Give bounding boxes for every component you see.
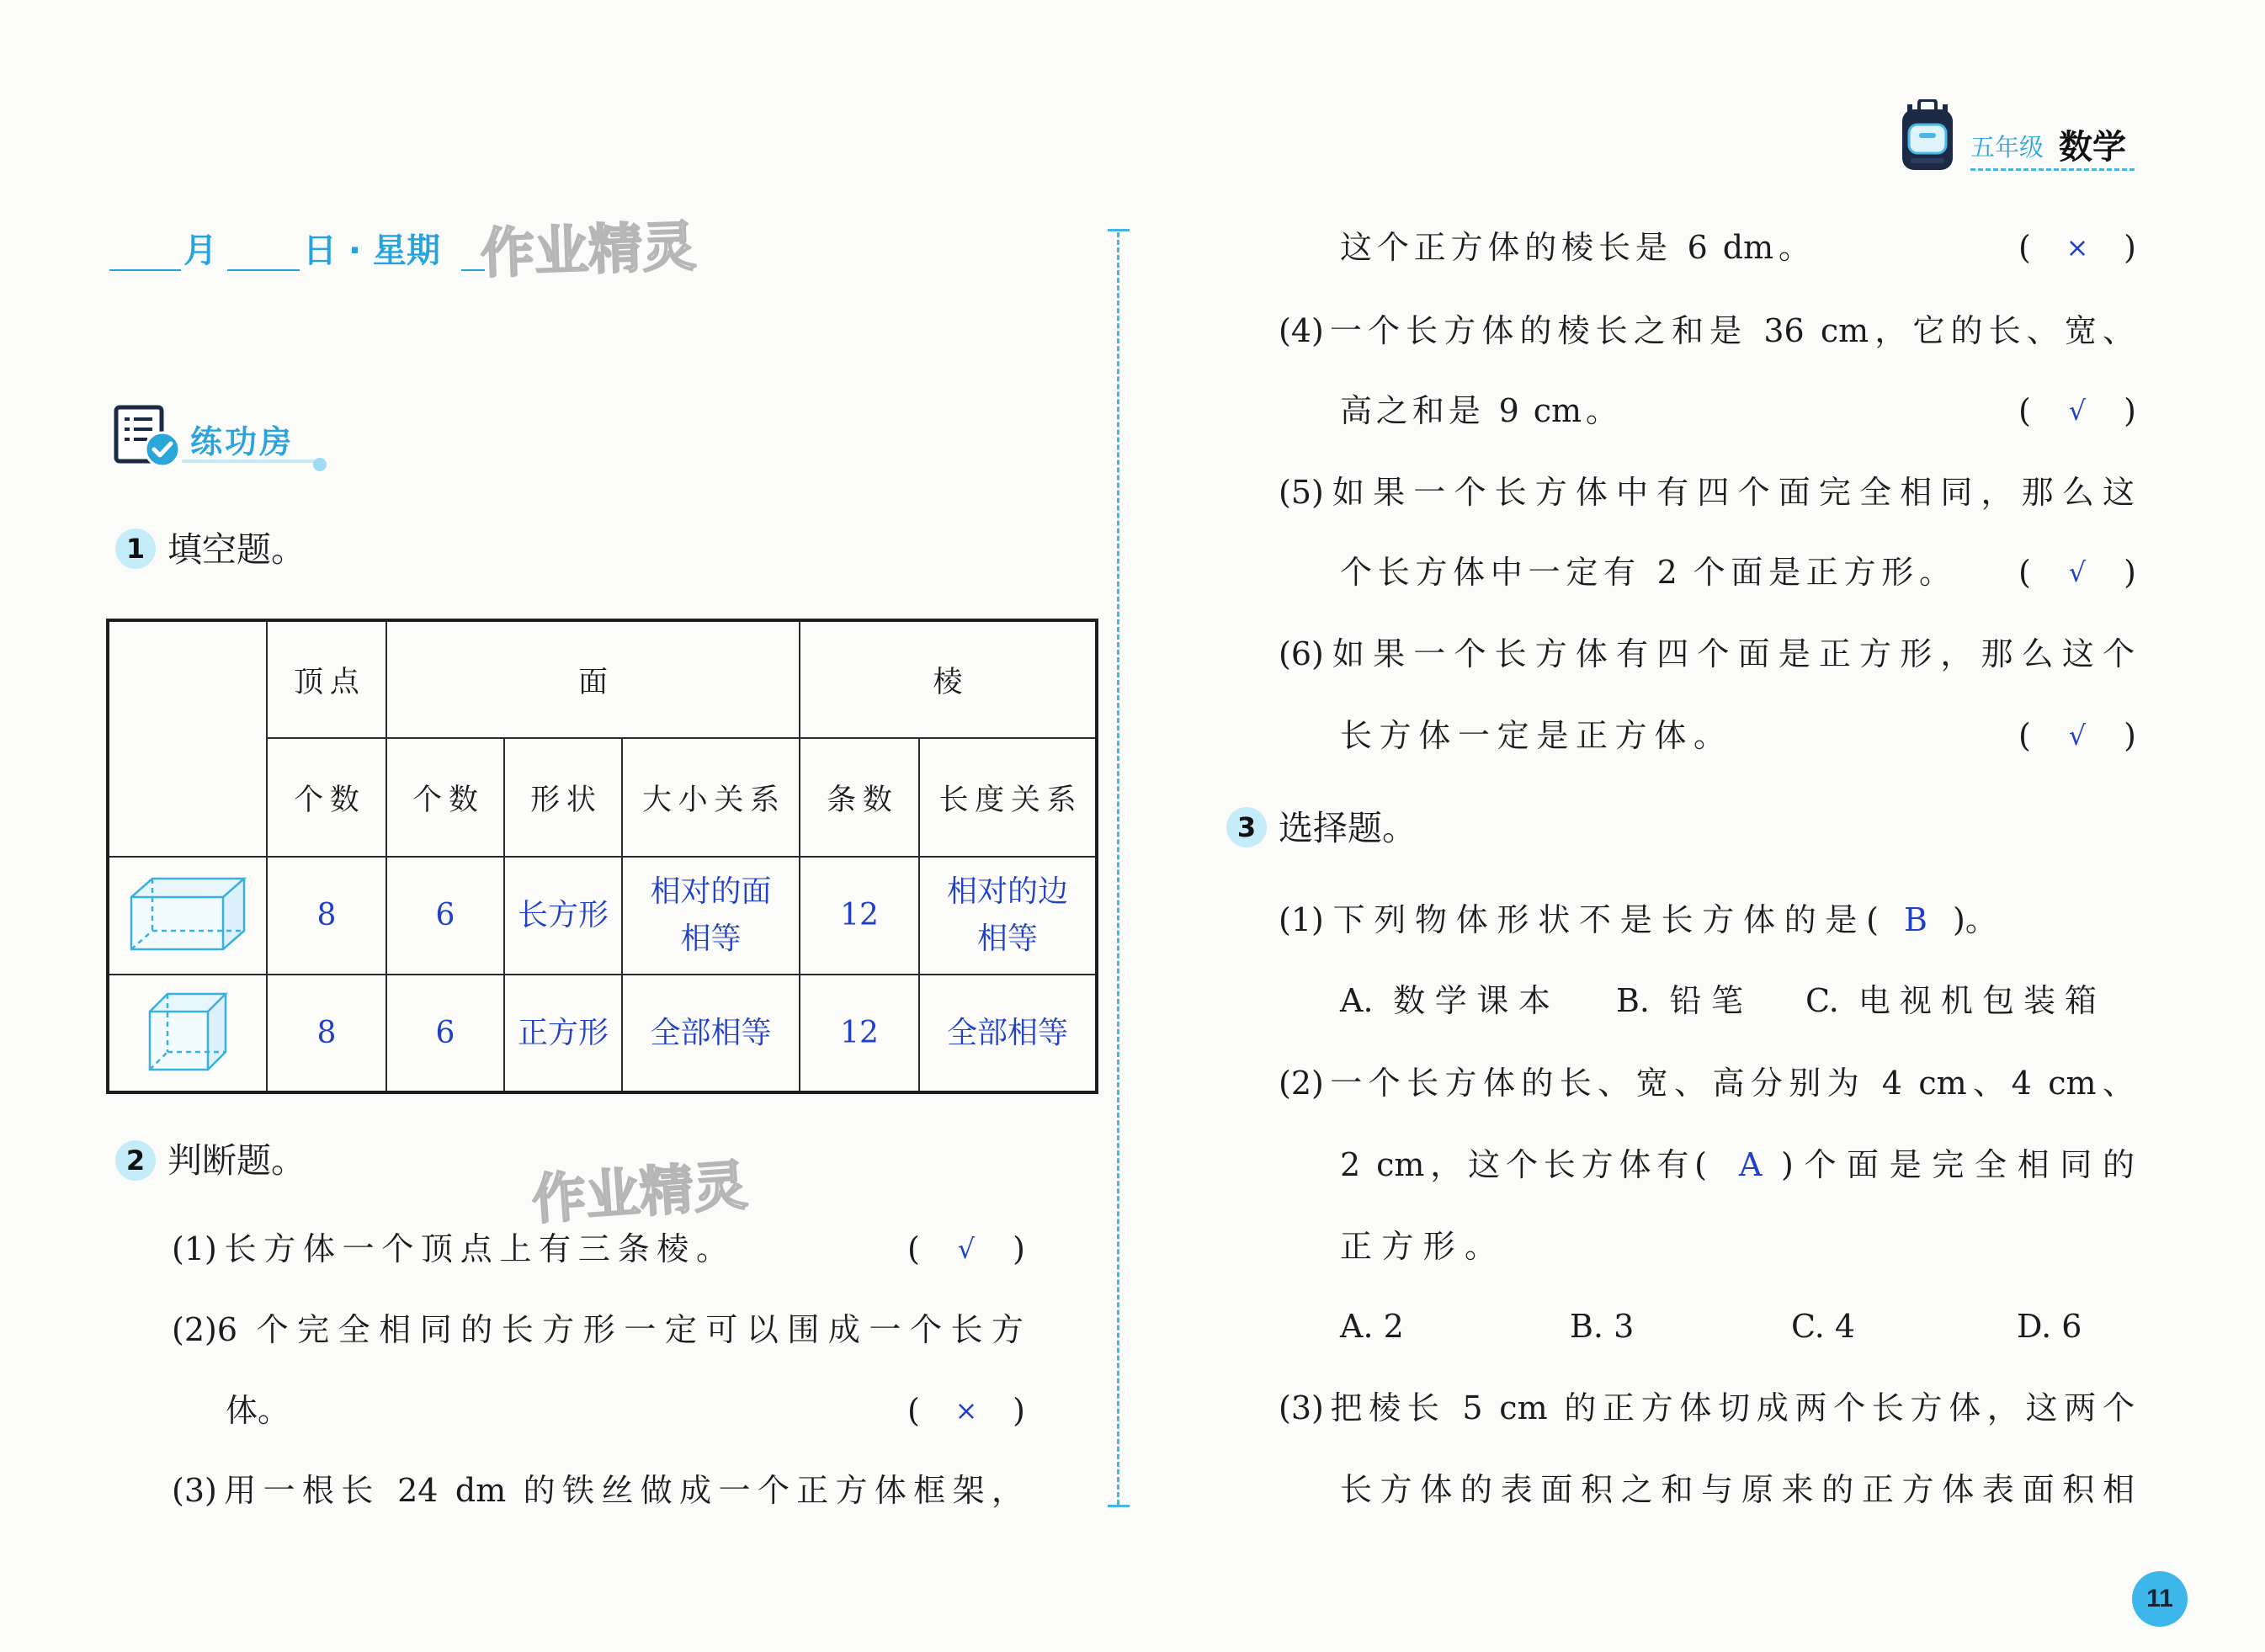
judgment-answer xyxy=(907,1228,1025,1270)
table-cell xyxy=(919,857,1097,975)
subheader-cell: 大小关系 xyxy=(622,738,800,857)
watermark: 作业精灵 xyxy=(529,1155,750,1232)
table-row xyxy=(108,857,1097,975)
cuboid-icon xyxy=(108,857,267,975)
table-cell-text: 相对的面相等 xyxy=(650,874,772,956)
table-cell: 长方形 xyxy=(504,857,622,975)
column-divider xyxy=(1117,232,1119,1505)
judgment-answer xyxy=(2018,551,2136,593)
judgment-item-line: (2)6 个完全相同的长方形一定可以围成一个长方 xyxy=(172,1311,1024,1348)
subheader-cell: 个数 xyxy=(386,738,504,857)
table-cell: 6 xyxy=(386,857,504,975)
cube-icon xyxy=(108,975,267,1092)
choice-option: B. 3 xyxy=(1570,1308,1635,1345)
choice-stem-line: (1)下列物体形状不是长方体的是( xyxy=(1279,901,1879,938)
table-row xyxy=(108,975,1097,1092)
divider-top-tick xyxy=(1108,229,1130,231)
judgment-item-line: (6)如果一个长方体有四个面是正方形，那么这个 xyxy=(1279,635,2135,672)
judgment-item-line: 高之和是 9 cm。 xyxy=(1340,392,1618,429)
subheader-cell: 个数 xyxy=(267,738,386,857)
answer-mark: √ xyxy=(2068,395,2087,427)
subheader-cell: 形状 xyxy=(504,738,622,857)
choice-answer: B xyxy=(1904,901,1927,938)
judgment-item-line: 长方体一定是正方体。 xyxy=(1340,717,1725,754)
judgment-item-line: 体。 xyxy=(226,1392,290,1429)
answer-paren-close: ) xyxy=(2124,717,2136,754)
month-label: 月 xyxy=(183,231,217,270)
answer-mark: √ xyxy=(2068,720,2087,752)
fill-in-table xyxy=(106,619,1098,1094)
choice-option: A. 2 xyxy=(1340,1308,1404,1345)
choice-option: D. 6 xyxy=(2017,1308,2082,1345)
day-weekday-label: 日 · 星期 xyxy=(303,231,441,270)
header-vertex: 顶点 xyxy=(267,620,386,738)
judgment-answer xyxy=(2018,390,2136,432)
question-number-badge: 1 xyxy=(115,529,156,569)
answer-paren-open: ( xyxy=(2018,554,2031,591)
answer-paren-open: ( xyxy=(2018,392,2031,429)
judgment-answer xyxy=(907,1389,1025,1432)
choice-stem-line: )个面是完全相同的 xyxy=(1781,1146,2135,1183)
watermark: 作业精灵 xyxy=(479,215,698,286)
question-title: 判断题。 xyxy=(167,1140,306,1181)
checklist-icon xyxy=(114,405,182,469)
choice-answer: A xyxy=(1739,1146,1763,1183)
choice-stem-line: 2 cm，这个长方体有( xyxy=(1340,1146,1707,1183)
answer-paren-close: ) xyxy=(2124,392,2136,429)
judgment-item-line: (3)用一根长 24 dm 的铁丝做成一个正方体框架， xyxy=(172,1472,1024,1509)
question-title: 填空题。 xyxy=(167,529,306,570)
table-header-row xyxy=(108,620,1097,738)
subject-label: 数学 xyxy=(2059,128,2126,167)
choice-option: C. 电视机包装箱 xyxy=(1805,982,2097,1019)
answer-mark: √ xyxy=(2068,556,2087,588)
judgment-item-line: (1)长方体一个顶点上有三条棱。 xyxy=(172,1230,728,1267)
subheader-cell: 长度关系 xyxy=(919,738,1097,857)
question-title: 选择题。 xyxy=(1279,808,1417,848)
section-dot xyxy=(313,458,327,471)
subheader-cell: 条数 xyxy=(800,738,919,857)
grade-label: 五年级 xyxy=(1970,133,2044,162)
choice-option: C. 4 xyxy=(1791,1308,1856,1345)
table-cell xyxy=(622,857,800,975)
section-title: 练功房 xyxy=(190,423,295,460)
page-number: 11 xyxy=(2132,1571,2188,1627)
answer-mark: √ xyxy=(957,1233,976,1265)
answer-paren-close: ) xyxy=(2124,554,2136,591)
table-cell: 8 xyxy=(267,857,386,975)
header-dashed-underline xyxy=(1970,168,2135,171)
judgment-item-line: (5)如果一个长方体中有四个面完全相同，那么这 xyxy=(1279,474,2135,511)
judgment-answer xyxy=(2018,714,2136,757)
choice-stem-line: 长方体的表面积之和与原来的正方体表面积相 xyxy=(1340,1471,2135,1508)
table-cell: 8 xyxy=(267,975,386,1092)
question-number-badge: 2 xyxy=(115,1140,156,1181)
answer-paren-close: ) xyxy=(1013,1230,1025,1267)
table-cell: 6 xyxy=(386,975,504,1092)
answer-mark: × xyxy=(2066,231,2089,263)
judgment-item-line: 个长方体中一定有 2 个面是正方形。 xyxy=(1340,554,1951,591)
answer-paren-open: ( xyxy=(907,1230,920,1267)
table-cell: 12 xyxy=(800,975,919,1092)
judgment-item-line: (4)一个长方体的棱长之和是 36 cm，它的长、宽、 xyxy=(1279,312,2135,349)
answer-paren-open: ( xyxy=(2018,229,2031,266)
choice-option: A. 数学课本 xyxy=(1340,982,1550,1019)
table-cell xyxy=(622,975,800,1092)
table-cell: 12 xyxy=(800,857,919,975)
header-face: 面 xyxy=(386,620,800,738)
header-edge: 棱 xyxy=(800,620,1097,738)
judgment-answer xyxy=(2018,226,2136,268)
answer-mark: × xyxy=(954,1394,978,1426)
answer-paren-close: ) xyxy=(2124,229,2136,266)
choice-stem-line: 正方形。 xyxy=(1340,1228,1497,1265)
choice-stem-line: (3)把棱长 5 cm 的正方体切成两个长方体，这两个 xyxy=(1279,1389,2135,1426)
month-blank xyxy=(109,269,181,271)
divider-bottom-tick xyxy=(1108,1505,1130,1507)
answer-paren-open: ( xyxy=(907,1392,920,1429)
table-cell-text: 全部相等 xyxy=(650,1015,772,1050)
table-cell: 正方形 xyxy=(504,975,622,1092)
question-number-badge: 3 xyxy=(1226,807,1267,847)
choice-stem-line: (2)一个长方体的长、宽、高分别为 4 cm、4 cm、 xyxy=(1279,1065,2135,1102)
day-blank xyxy=(227,269,300,271)
table-cell xyxy=(919,975,1097,1092)
choice-stem-line: )。 xyxy=(1953,901,1997,938)
answer-paren-open: ( xyxy=(2018,717,2031,754)
backpack-icon xyxy=(1901,99,1954,172)
table-cell-text: 相对的边相等 xyxy=(947,874,1069,956)
table-cell-text: 全部相等 xyxy=(947,1015,1069,1050)
table-corner-cell xyxy=(108,620,267,857)
answer-paren-close: ) xyxy=(1013,1392,1025,1429)
choice-option: B. 铅笔 xyxy=(1616,982,1743,1019)
judgment-item-line: 这个正方体的棱长是 6 dm。 xyxy=(1340,229,1810,266)
